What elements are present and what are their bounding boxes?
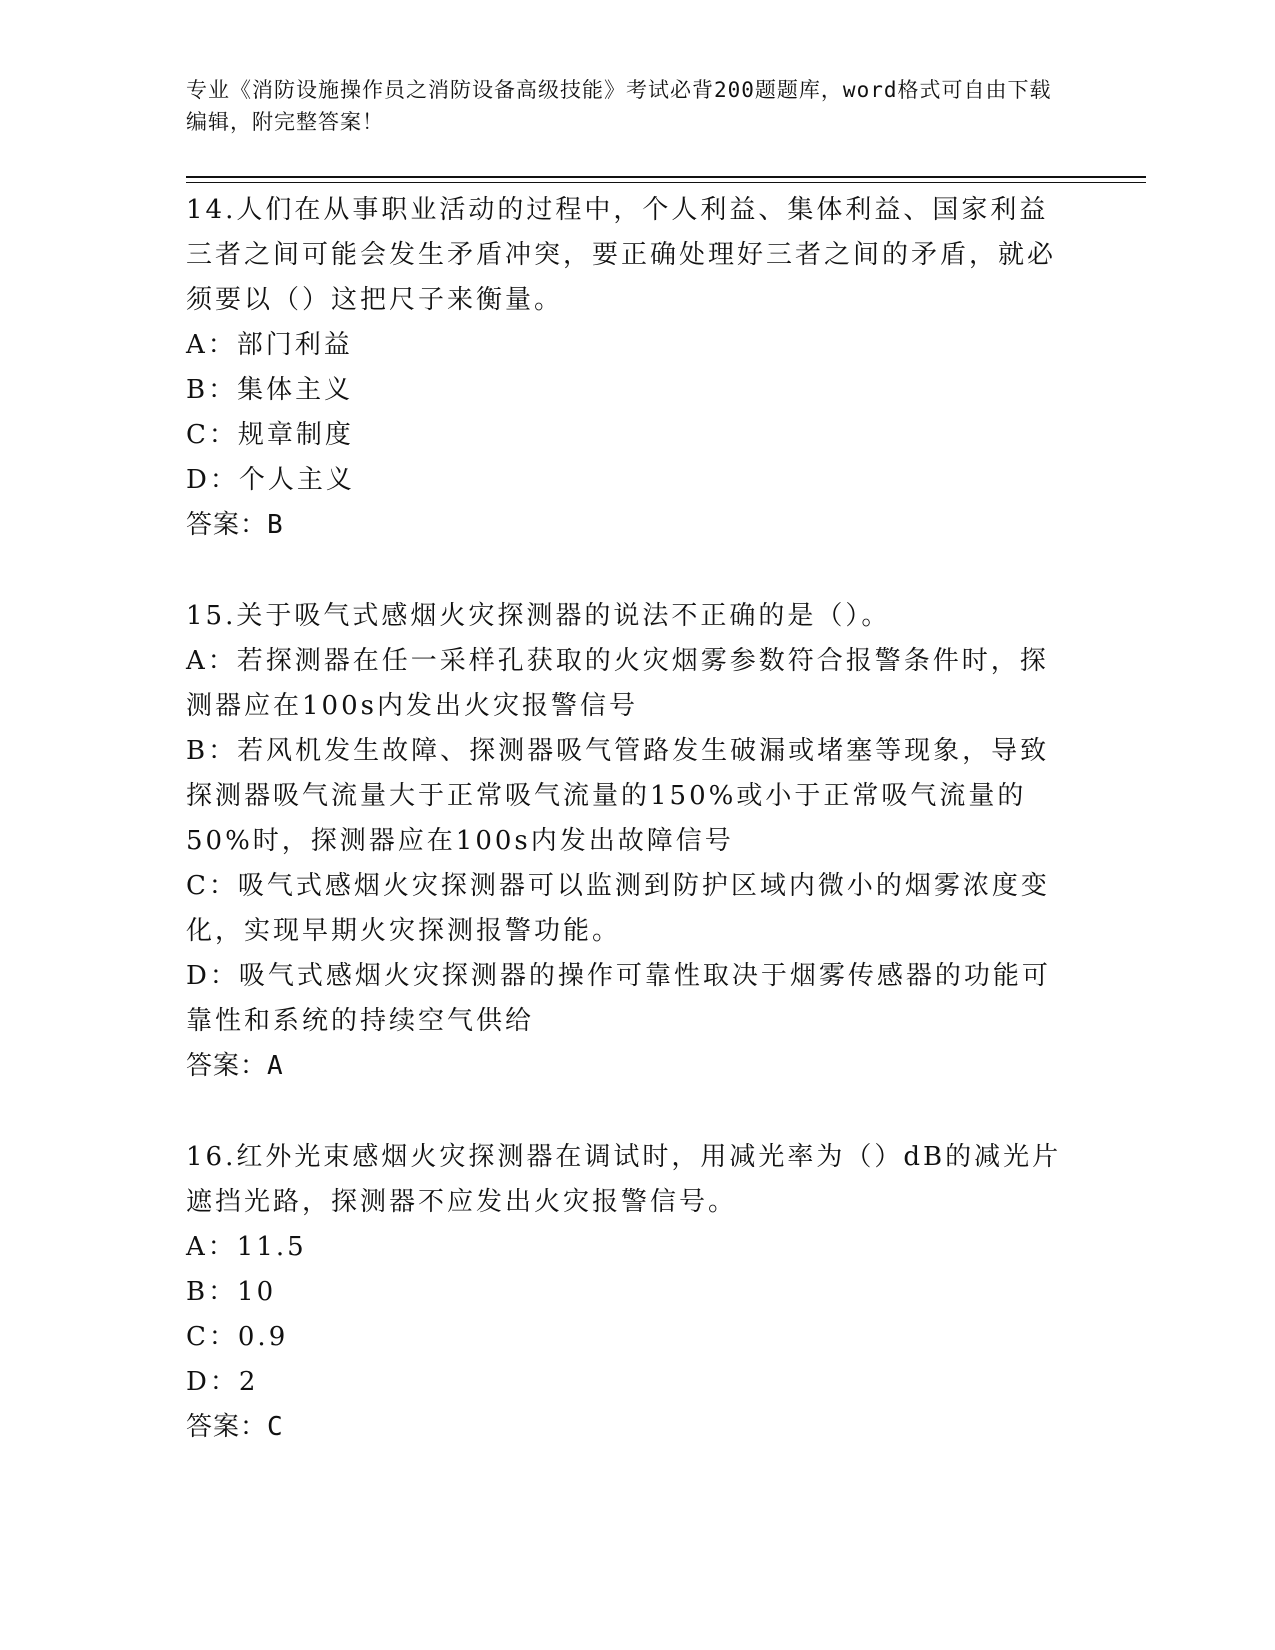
option-b: B：集体主义 — [186, 375, 354, 405]
question-list — [186, 188, 1066, 1450]
answer-value: A — [267, 1051, 283, 1081]
answer-label: 答案： — [186, 1412, 268, 1442]
option-d: D：吸气式感烟火灾探测器的操作可靠性取决于烟雾传感器的功能可靠性和系统的持续空气供给 — [186, 961, 1051, 1036]
question-16 — [186, 1135, 1066, 1450]
option-d: D：2 — [186, 1367, 259, 1397]
question-stem: 15.关于吸气式感烟火灾探测器的说法不正确的是（）。 — [186, 601, 891, 631]
option-c: C：0.9 — [186, 1322, 289, 1352]
option-b: B：若风机发生故障、探测器吸气管路发生破漏或堵塞等现象，导致探测器吸气流量大于正常吸气流量的150%或小于正常吸气流量的50%时，探测器应在100s内发出故障信号 — [186, 736, 1050, 856]
option-d: D：个人主义 — [186, 465, 355, 495]
answer-line — [186, 1044, 1066, 1089]
option-a: A：若探测器在任一采样孔获取的火灾烟雾参数符合报警条件时，探测器应在100s内发出火灾报警信号 — [186, 646, 1049, 721]
answer-value: B — [267, 510, 283, 540]
answer-line — [186, 503, 1066, 548]
header-divider-thin — [186, 182, 1146, 183]
option-c: C：规章制度 — [186, 420, 354, 450]
question-spacer — [186, 1089, 1066, 1135]
answer-line — [186, 1405, 1066, 1450]
document-header: 专业《消防设施操作员之消防设备高级技能》考试必背200题题库，word格式可自由下载编辑，附完整答案！ — [186, 78, 1052, 134]
option-a: A：部门利益 — [186, 330, 353, 360]
option-c: C：吸气式感烟火灾探测器可以监测到防护区域内微小的烟雾浓度变化，实现早期火灾探测报警功能。 — [186, 871, 1050, 946]
question-spacer — [186, 548, 1066, 594]
option-a: A：11.5 — [186, 1232, 307, 1262]
question-15 — [186, 594, 1066, 1089]
answer-label: 答案： — [186, 510, 268, 540]
answer-label: 答案： — [186, 1051, 268, 1081]
question-14 — [186, 188, 1066, 548]
question-stem: 16.红外光束感烟火灾探测器在调试时，用减光率为（）dB的减光片遮挡光路，探测器不应发出火灾报警信号。 — [186, 1142, 1062, 1217]
answer-value: C — [267, 1412, 283, 1442]
option-b: B：10 — [186, 1277, 277, 1307]
header-divider-thick — [186, 176, 1146, 178]
question-stem: 14.人们在从事职业活动的过程中，个人利益、集体利益、国家利益三者之间可能会发生矛盾冲突，要正确处理好三者之间的矛盾，就必须要以（）这把尺子来衡量。 — [186, 195, 1057, 315]
